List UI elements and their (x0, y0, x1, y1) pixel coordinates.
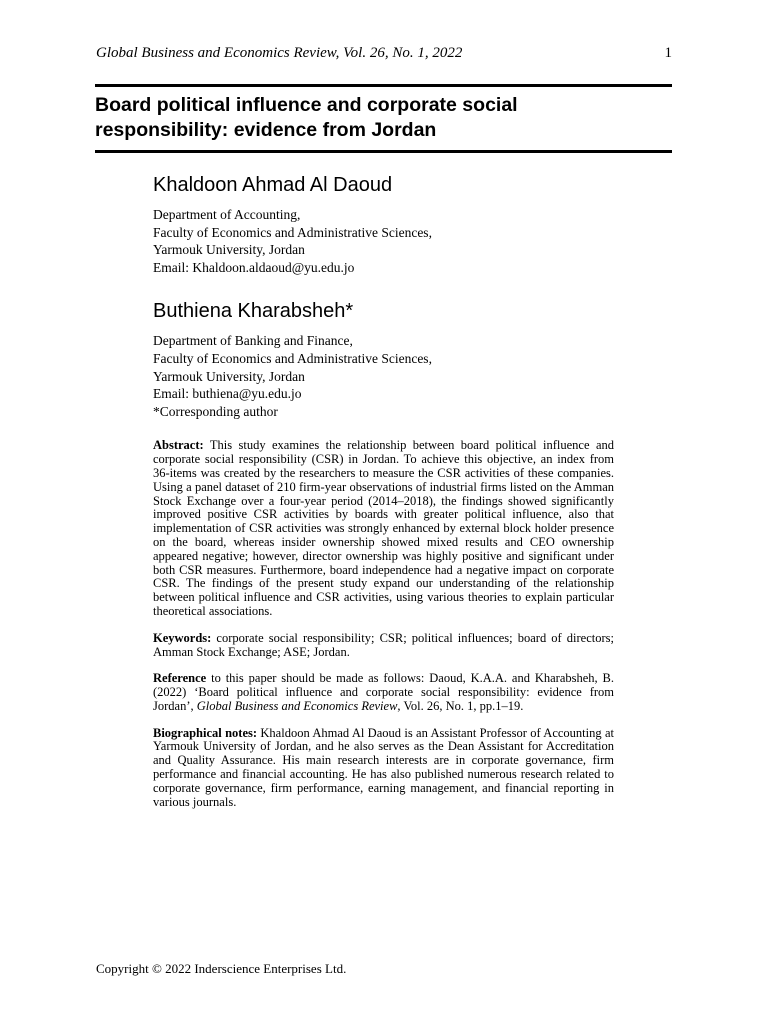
bio-text: Khaldoon Ahmad Al Daoud is an Assistant Professor of Accounting at Yarmouk University of Jordan, and he also serves as the Dean Assistant for Accreditation and Quality Assurance. His main research interests are in corporate governance, firm performance and financial accounting. He has also published numerous research related to corporate governance, firm performance, earning management, and financial reporting in various journals. (153, 725, 615, 809)
author-block-2 (153, 298, 614, 420)
reference-journal: Global Business and Economics Review (196, 698, 398, 713)
author-name: Buthiena Kharabsheh* (153, 300, 354, 323)
author-university: Yarmouk University, Jordan (153, 242, 305, 258)
copyright-notice: Copyright © 2022 Inderscience Enterprises Ltd. (96, 961, 347, 976)
title-line-2: responsibility: evidence from Jordan (95, 119, 437, 141)
paper-title (95, 93, 672, 143)
author-university: Yarmouk University, Jordan (153, 368, 305, 384)
author-faculty: Faculty of Economics and Administrative Sciences, (153, 224, 432, 240)
reference-details: , Vol. 26, No. 1, pp.1–19. (397, 698, 524, 713)
keywords-label: Keywords: (153, 630, 212, 645)
keywords (153, 632, 614, 660)
abstract-label: Abstract: (153, 438, 204, 453)
corresponding-author-note: *Corresponding author (153, 403, 278, 419)
biographical-notes (153, 727, 614, 810)
author-name: Khaldoon Ahmad Al Daoud (153, 174, 393, 196)
page-number: 1 (664, 45, 672, 61)
author-email: Email: buthiena@yu.edu.jo (153, 386, 302, 402)
abstract (153, 439, 614, 618)
keywords-text: corporate social responsibility; CSR; political influences; board of directors; Amman Stock Exchange; ASE; Jordan. (153, 630, 614, 659)
title-line-1: Board political influence and corporate social (95, 94, 518, 116)
journal-citation: Global Business and Economics Review, Vol. 26, No. 1, 2022 (96, 45, 463, 61)
reference (153, 672, 614, 713)
reference-label: Reference (153, 671, 207, 686)
author-email: Email: Khaldoon.aldaoud@yu.edu.jo (153, 259, 355, 275)
abstract-text: This study examines the relationship between board political influence and corporate social responsibility (CSR) in Jordan. To achieve this objective, an index from 36-items was created by the researchers to measure the CSR activities of these companies. Using a panel dataset of 210 firm-year observations of industrial firms listed on the Amman Stock Exchange over a four-year period (2014–2018), the findings showed significantly improved positive CSR activities by boards with greater political influence, also that implementation of CSR activities was strongly enhanced by external block holder presence on the board, whereas insider ownership showed mixed results and CEO ownership appeared negative; however, director ownership was highly positive and significant under both CSR measures. Furthermore, board independence had a negative impact on corporate CSR. The findings of the present study expand our understanding of the relationship between political influence and CSR activities, using various theories to explain particular theoretical associations. (153, 438, 614, 618)
title-block (95, 84, 672, 153)
running-head (96, 45, 672, 62)
author-department: Department of Banking and Finance, (153, 333, 353, 349)
author-block-1 (153, 172, 614, 276)
reference-text: to this paper should be made as follows: Daoud, K.A.A. and Kharabsheh, B. (2022) ‘Board political influence and corporate social responsibility: evidence from Jordan’, (153, 671, 615, 713)
front-matter (153, 172, 614, 809)
author-faculty: Faculty of Economics and Administrative Sciences, (153, 350, 432, 366)
bio-label: Biographical notes: (153, 725, 258, 740)
author-department: Department of Accounting, (153, 207, 301, 222)
